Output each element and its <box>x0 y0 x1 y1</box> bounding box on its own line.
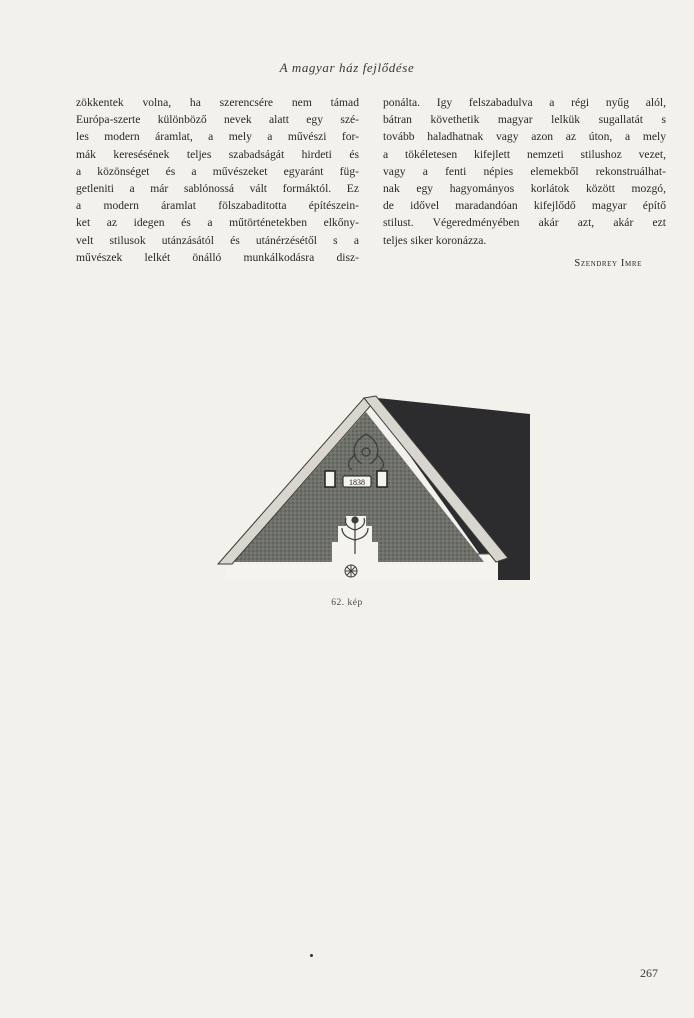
text-line: velt stilusok utánzásától és utánérzésétől s a <box>76 233 359 247</box>
article-column-right <box>383 94 666 249</box>
text-line: a modern áramlat fölszabaditotta építészein- <box>76 199 359 213</box>
author-signature: Szendrey Imre <box>574 258 642 269</box>
page-number: 267 <box>640 966 658 980</box>
window-left <box>325 471 335 487</box>
article-column-left <box>76 94 359 266</box>
text-line: vagy a fenti népies elemekből rekonstruálhat- <box>383 164 666 178</box>
figure-caption: 62. kép <box>331 598 363 608</box>
rosette-motif <box>345 565 357 577</box>
print-mark <box>310 954 313 957</box>
gable-illustration <box>212 394 530 584</box>
text-line: stilust. Végeredményében akár azt, akár ezt <box>383 216 666 230</box>
running-title: A magyar ház fejlődése <box>279 60 415 75</box>
text-line: művészek lelkét önálló munkálkodásra disz- <box>76 250 359 264</box>
text-line: a közönséget és a művészeket egyaránt füg- <box>76 164 359 178</box>
text-line: bátran követhetik magyar lelkük sugallatát s <box>383 113 666 127</box>
text-line: teljes siker koronázza. <box>383 233 487 247</box>
text-line: getleniti a már sablónossá vált formáktól. Ez <box>76 182 359 196</box>
text-line: a tökéletesen kifejlett nemzeti stilushoz vezet, <box>383 147 666 161</box>
text-line: les modern áramlat, a mely a művészi for- <box>76 130 359 144</box>
text-line: zökkentek volna, ha szerencsére nem támad <box>76 96 359 109</box>
text-line: de idővel maradandóan kifejlődő magyar építő <box>383 199 666 213</box>
date-plaque-text: 1838 <box>349 478 365 487</box>
text-line: nak egy hagyományos korlátok között mozgó, <box>383 182 666 196</box>
text-line: mák keresésének teljes szabadságát hirdeti és <box>76 147 359 161</box>
gable-drawing <box>212 394 530 584</box>
text-line: tovább haladhatnak vagy azon az úton, a mely <box>383 130 666 144</box>
text-line: ponálta. Igy felszabadulva a régi nyűg alól, <box>383 96 666 109</box>
text-line: Európa-szerte különböző nevek alatt egy szé- <box>76 113 359 127</box>
text-line: ket az idegen és a műtörténetekben elkőny- <box>76 216 359 230</box>
window-right <box>377 471 387 487</box>
